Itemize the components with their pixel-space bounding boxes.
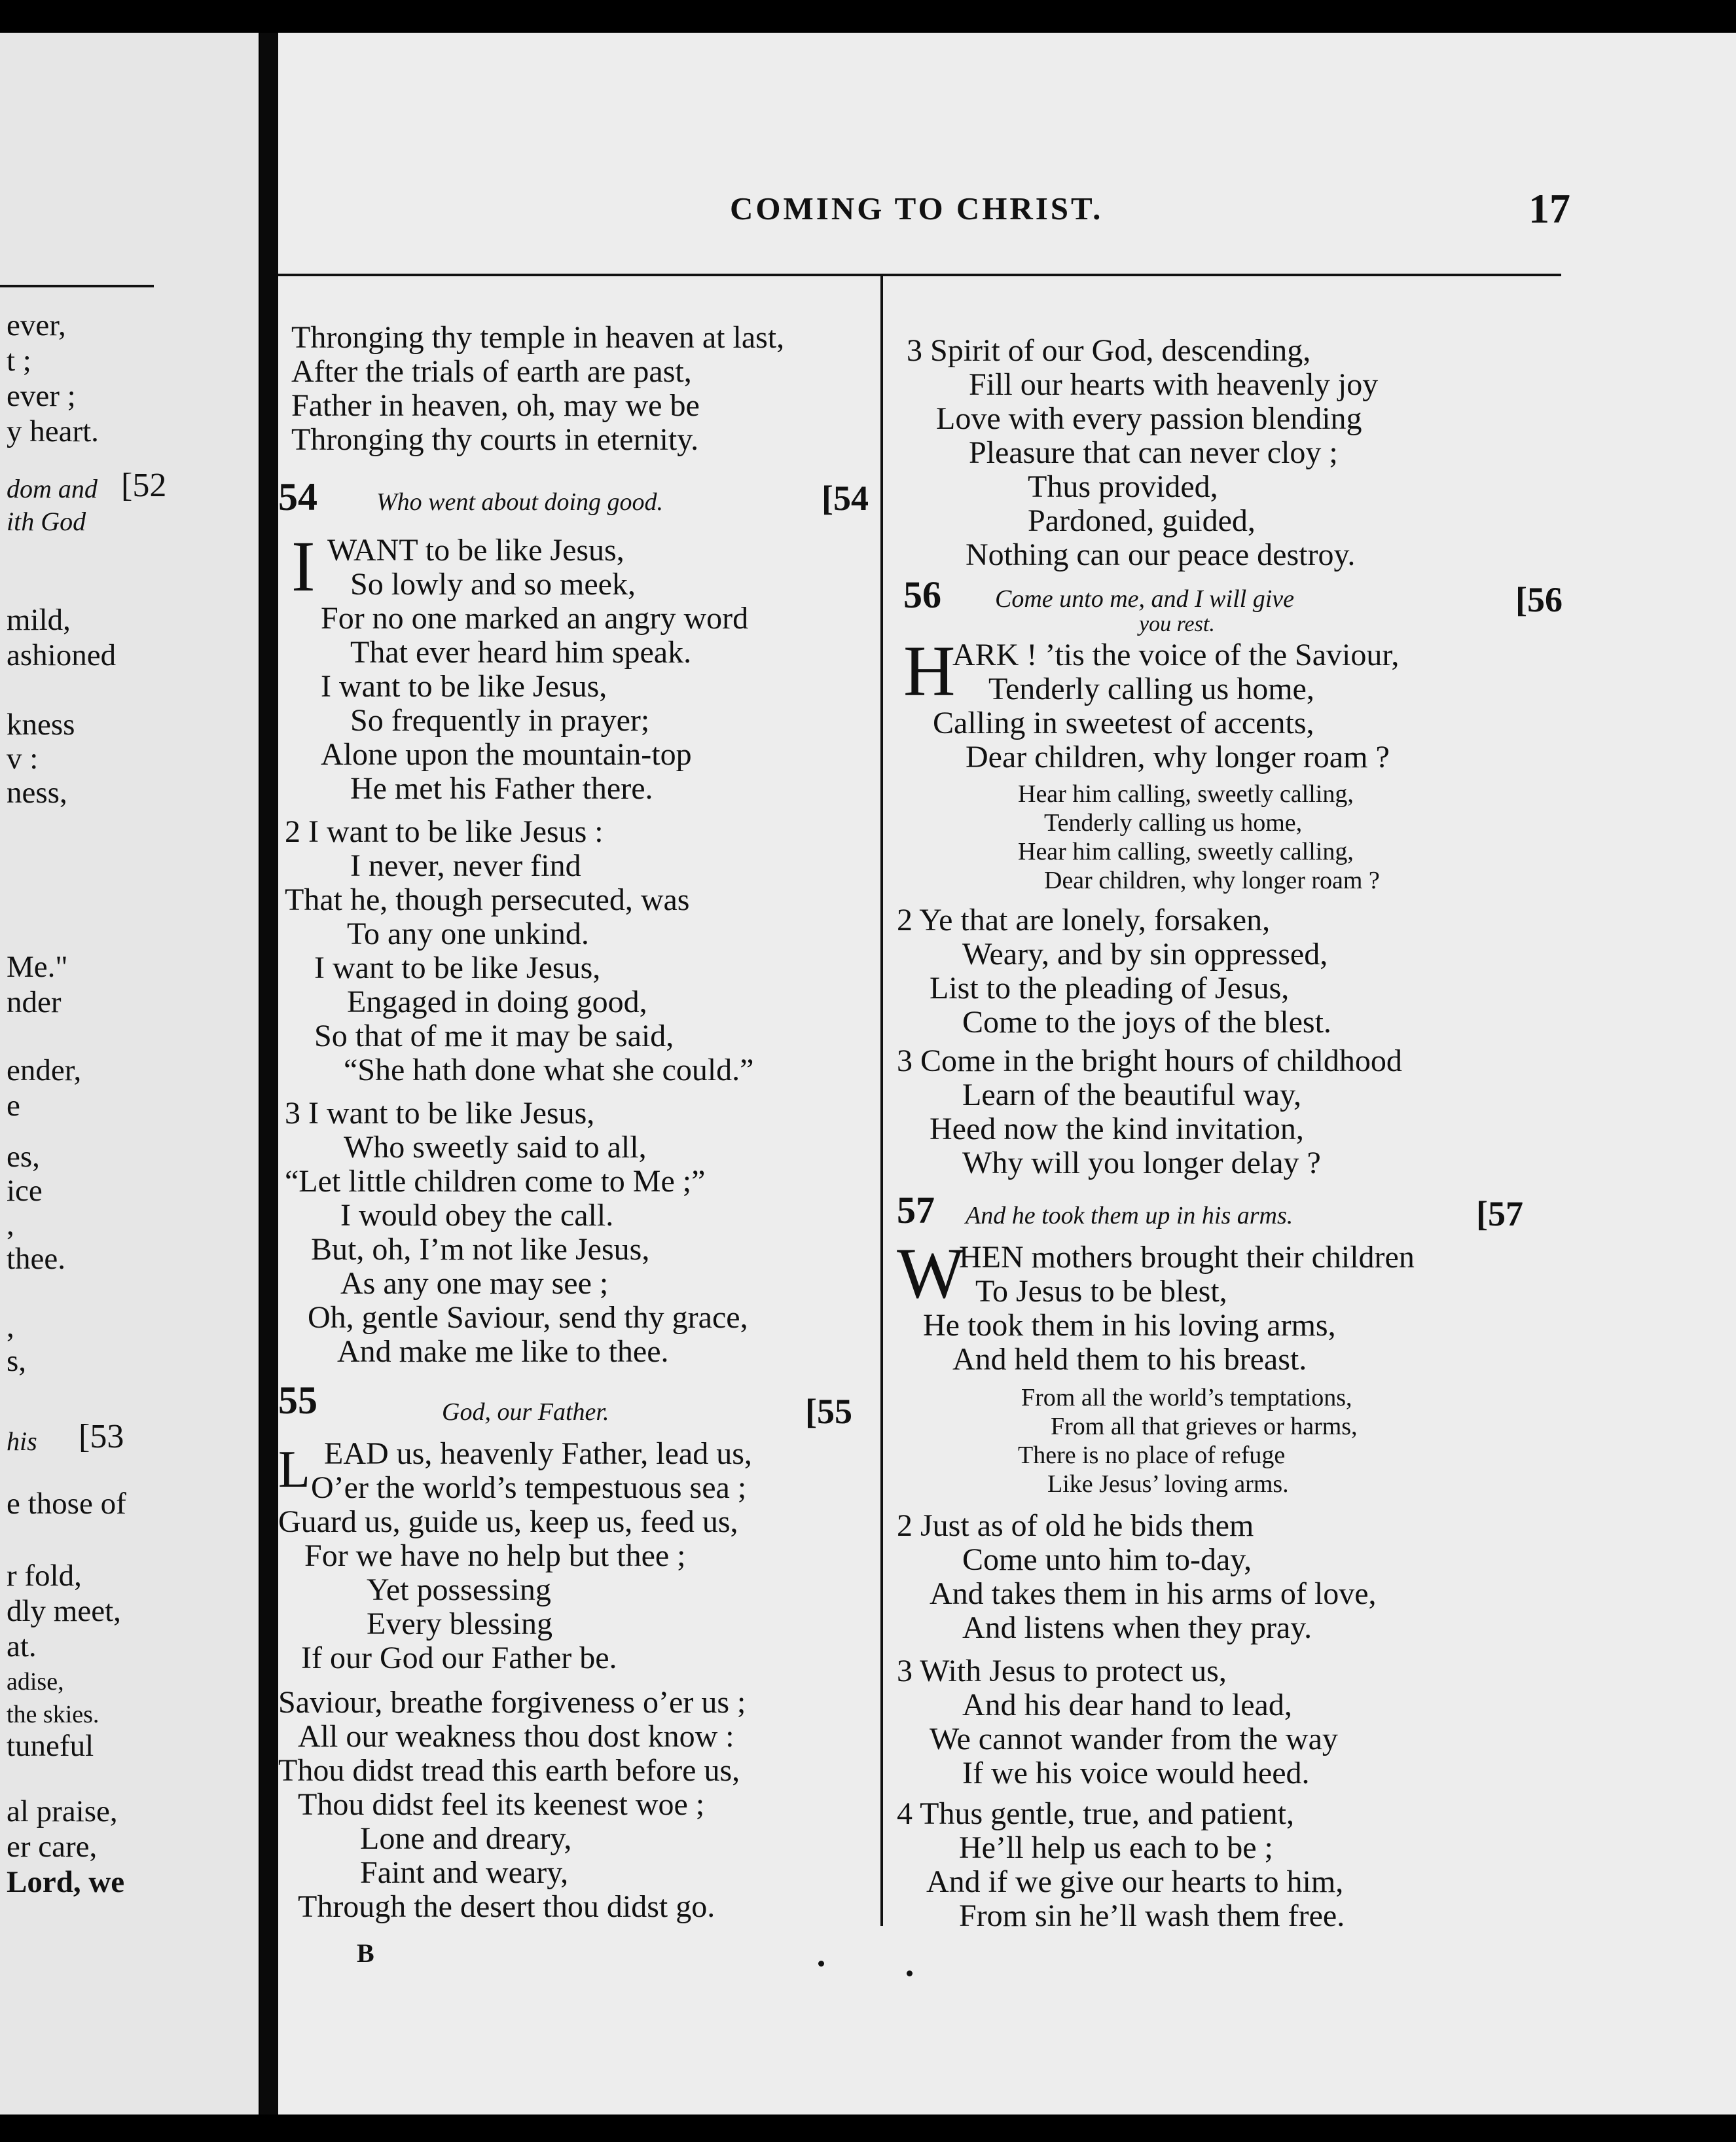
verse-line: And takes them in his arms of love, [930,1576,1377,1611]
hymn-number: 57 [897,1189,935,1231]
verse-line: Engaged in doing good, [347,985,647,1019]
verse-line: If we his voice would heed. [962,1756,1310,1790]
verse-line: After the trials of earth are past, [291,354,692,389]
prev-line: ender, [7,1053,82,1087]
verse-line: Guard us, guide us, keep us, feed us, [278,1504,738,1539]
prev-line: ever, [7,308,66,342]
page-number: 17 [1528,185,1570,232]
verse-line: WANT to be like Jesus, [327,533,624,568]
verse-line: 2 Ye that are lonely, forsaken, [897,903,1271,937]
prev-line: ness, [7,776,67,810]
prev-line: dom and [7,474,98,503]
verse-line: Why will you longer delay ? [962,1146,1321,1180]
verse-line: He met his Father there. [350,771,653,806]
verse-line: Yet possessing [367,1572,551,1607]
chorus-line: There is no place of refuge [1018,1442,1286,1469]
verse-line: EAD us, heavenly Father, lead us, [324,1436,752,1471]
print-speck [818,1961,824,1967]
prev-hymn-number: [53 [79,1418,124,1455]
verse-line: Thus provided, [1028,469,1218,504]
prev-line: the skies. [7,1701,99,1728]
verse-line: Alone upon the mountain-top [321,737,692,772]
verse-line: As any one may see ; [340,1266,609,1301]
verse-line: Love with every passion blending [936,401,1362,436]
verse-line: Calling in sweetest of accents, [933,706,1314,740]
chorus-line: Dear children, why longer roam ? [1044,867,1380,894]
drop-cap: H [903,631,956,711]
hymn-number-bracket: [54 [822,479,869,518]
verse-line: List to the pleading of Jesus, [930,971,1290,1006]
verse-line: 3 I want to be like Jesus, [285,1096,595,1131]
verse-line: Oh, gentle Saviour, send thy grace, [308,1300,748,1335]
prev-line: ice [7,1174,43,1208]
chorus-line: Hear him calling, sweetly calling, [1018,780,1354,808]
verse-line: O’er the world’s tempestuous sea ; [311,1470,747,1505]
verse-line: To any one unkind. [347,917,589,951]
verse-line: If our God our Father be. [301,1641,617,1675]
verse-line: Thronging thy temple in heaven at last, [291,320,785,355]
verse-line: Pleasure that can never cloy ; [969,435,1338,470]
verse-line: ARK ! ’tis the voice of the Saviour, [952,638,1400,672]
verse-line: Father in heaven, oh, may we be [291,388,700,423]
prev-line: er care, [7,1830,98,1864]
hymn-number-bracket: [57 [1476,1194,1523,1233]
verse-line: I never, never find [350,848,581,883]
verse-line: And his dear hand to lead, [962,1688,1292,1722]
hymn-number: 54 [278,475,317,518]
prev-line: mild, [7,603,71,637]
verse-line: All our weakness thou dost know : [298,1719,734,1754]
column-divider [880,276,883,1926]
verse-line: That he, though persecuted, was [285,882,690,917]
verse-line: And listens when they pray. [962,1610,1312,1645]
hymn-number-bracket: [56 [1515,580,1563,619]
header-rule [278,274,1561,276]
verse-line: For no one marked an angry word [321,601,749,636]
prev-line: thee. [7,1242,66,1276]
verse-line: Thou didst feel its keenest woe ; [298,1787,705,1822]
prev-line: kness [7,708,75,742]
verse-line: Who sweetly said to all, [344,1130,647,1165]
verse-line: Tenderly calling us home, [988,672,1314,706]
verse-line: I would obey the call. [340,1198,614,1233]
hymn-title: And he took them up in his arms. [966,1202,1293,1229]
verse-line: To Jesus to be blest, [975,1274,1227,1309]
prev-line: v : [7,742,39,776]
hymn-title: God, our Father. [442,1398,609,1426]
verse-line: HEN mothers brought their children [959,1240,1415,1275]
prev-line: r fold, [7,1559,82,1593]
prev-line: ever ; [7,379,76,413]
prev-line: , [7,1208,14,1242]
verse-line: We cannot wander from the way [930,1722,1338,1756]
drop-cap: I [291,526,316,606]
chorus-line: From all that grieves or harms, [1051,1413,1358,1440]
verse-line: So frequently in prayer; [350,703,650,738]
verse-line: 3 Come in the bright hours of childhood [897,1044,1402,1078]
prev-line: e [7,1089,20,1123]
verse-line: Through the desert thou didst go. [298,1889,715,1924]
chorus-line: Hear him calling, sweetly calling, [1018,838,1354,865]
previous-page-rule [0,285,154,287]
verse-line: Every blessing [367,1606,552,1641]
hymn-number-bracket: [55 [805,1392,852,1431]
verse-line: Pardoned, guided, [1028,503,1256,538]
verse-line: “She hath done what she could.” [344,1053,754,1087]
prev-line: tuneful [7,1729,94,1763]
verse-line: He’ll help us each to be ; [959,1830,1273,1865]
drop-cap: W [897,1233,965,1313]
verse-line: But, oh, I’m not like Jesus, [311,1232,650,1267]
prev-line: his [7,1426,37,1456]
verse-line: For we have no help but thee ; [304,1538,686,1573]
prev-line: dly meet, [7,1594,121,1628]
prev-line: ith God [7,507,86,536]
verse-line: Saviour, breathe forgiveness o’er us ; [278,1685,746,1720]
prev-line: y heart. [7,414,99,448]
prev-line: es, [7,1140,40,1174]
drop-cap: L [278,1441,310,1498]
verse-line: I want to be like Jesus, [314,951,601,985]
verse-line: And held them to his breast. [952,1342,1307,1377]
verse-line: Thronging thy courts in eternity. [291,422,699,457]
hymn-title: Come unto me, and I will give [995,585,1294,613]
prev-line: s, [7,1344,27,1378]
verse-line: Learn of the beautiful way, [962,1078,1301,1112]
verse-line: “Let little children come to Me ;” [285,1164,706,1199]
verse-line: From sin he’ll wash them free. [959,1898,1345,1933]
verse-line: Come unto him to-day, [962,1542,1252,1577]
verse-line: 2 Just as of old he bids them [897,1508,1254,1543]
verse-line: Dear children, why longer roam ? [966,740,1390,774]
hymnal-page [278,33,1736,2115]
prev-line: , [7,1310,14,1344]
hymn-number: 56 [903,573,941,616]
prev-line: ashioned [7,638,117,672]
hymn-title: Who went about doing good. [376,488,664,516]
verse-line: Fill our hearts with heavenly joy [969,367,1379,402]
verse-line: 3 With Jesus to protect us, [897,1654,1227,1688]
verse-line: I want to be like Jesus, [321,669,607,704]
verse-line: 4 Thus gentle, true, and patient, [897,1796,1294,1831]
running-head: COMING TO CHRIST. [730,191,1104,227]
hymn-number: 55 [278,1379,317,1422]
verse-line: And make me like to thee. [337,1334,669,1369]
verse-line: Faint and weary, [360,1855,569,1890]
prev-line: Me." [7,950,68,984]
prev-line: e those of [7,1487,126,1521]
verse-line: So lowly and so meek, [350,567,636,602]
prev-line: at. [7,1629,37,1663]
verse-line: And if we give our hearts to him, [926,1864,1344,1899]
verse-line: 2 I want to be like Jesus : [285,814,604,849]
verse-line: 3 Spirit of our God, descending, [907,333,1311,368]
prev-line: al praise, [7,1794,118,1828]
verse-line: Heed now the kind invitation, [930,1112,1304,1146]
hymn-title-continued: you rest. [1139,612,1215,636]
prev-hymn-number: [52 [121,467,167,504]
signature-mark: B [357,1938,374,1968]
previous-page-fragment [0,33,259,2115]
prev-line: t ; [7,344,31,378]
verse-line: That ever heard him speak. [350,635,692,670]
verse-line: Thou didst tread this earth before us, [278,1753,740,1788]
verse-line: So that of me it may be said, [314,1019,674,1053]
verse-line: Weary, and by sin oppressed, [962,937,1328,971]
prev-line: Lord, we [7,1865,125,1899]
verse-line: Come to the joys of the blest. [962,1005,1331,1040]
verse-line: Lone and dreary, [360,1821,572,1856]
print-speck [907,1970,913,1976]
verse-line: Nothing can our peace destroy. [966,537,1356,572]
verse-line: He took them in his loving arms, [923,1308,1336,1343]
book-gutter [260,33,278,2115]
prev-line: nder [7,985,62,1019]
chorus-line: Like Jesus’ loving arms. [1047,1470,1289,1498]
chorus-line: Tenderly calling us home, [1044,809,1303,837]
prev-line: adise, [7,1668,64,1696]
chorus-line: From all the world’s temptations, [1021,1384,1352,1411]
